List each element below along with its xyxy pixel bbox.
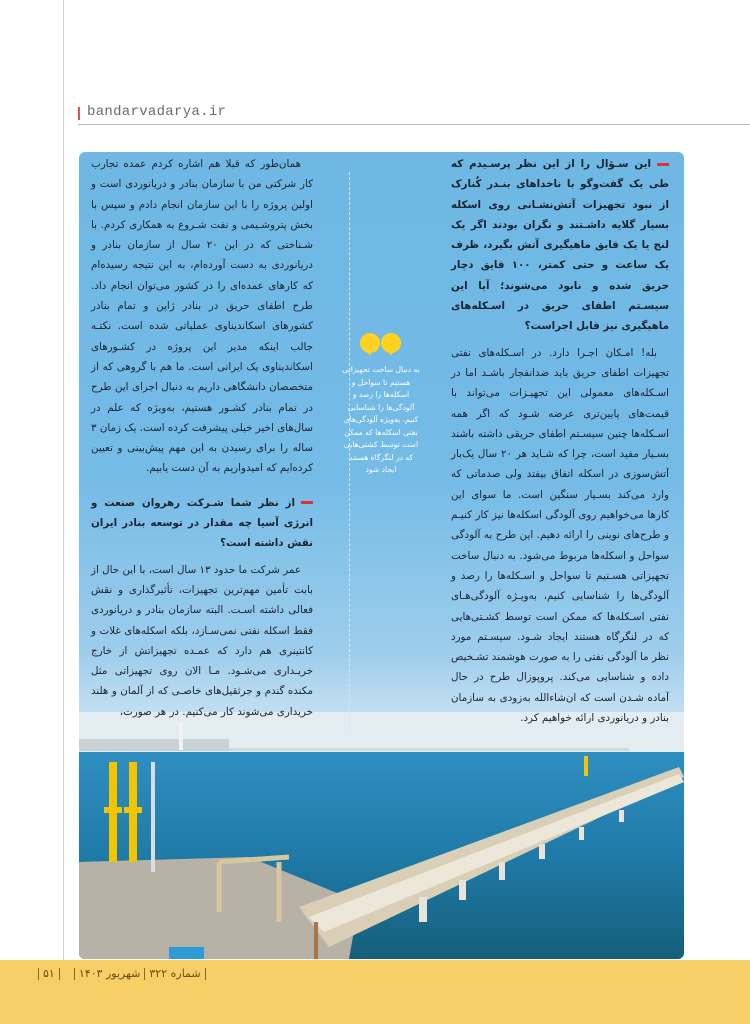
footer-separator xyxy=(74,968,75,980)
interview-question-1: این سـؤال را از این نظر پرسـیدم که طی یک گفت‌وگو با ناخداهای بنـدر کُنارک از نبود تجهیزات آتش‌نشـانی روی اسکله بسیار گلایه داشـتند و نگران بودند اگر یک لنج یا یک قایق ماهیگیری آتش بگیرد، ظرف یک ساعت و حتی کمتر، ۱۰۰ قایق دچار حریق شده و نابود می‌شوند؛ آیا این سیسـتم اطفای حریق در اسـکله‌های ماهیگیری نیز قابل اجراست؟ xyxy=(451,158,669,333)
site-url[interactable]: bandarvadarya.ir xyxy=(87,104,227,120)
quote-icon xyxy=(341,332,421,356)
jetty-photo xyxy=(79,712,684,959)
issue-date: شهریور ۱۴۰۳ xyxy=(78,967,141,980)
pull-quote xyxy=(341,332,421,477)
interview-answer-2: عمر شرکت ما حدود ۱۳ سال است، با این حال از بابت تأمین مهم‌ترین تجهیزات، تأثیرگذاری و نقش فعالی داشته اسـت. البته سازمان بنادر و دریانوردی فقط اسکله نفتی نمی‌سـازد، بلکه اسکله‌های غلات و کانتینری هم دارد که عمـده تجهیزاتش از خارج خریـداری می‌شـود. مـا الان روی تجهیزاتی مثل مکنده گندم و جرثقیل‌های خاصـی که از آلمان و هلند خریداری می‌شوند کار می‌کنیم. در هر صورت، xyxy=(91,563,313,718)
issue-number: شماره ۳۲۲ xyxy=(149,967,201,980)
footer-separator xyxy=(144,968,145,980)
interview-paragraph: همان‌طور که قبلا هم اشاره کردم عمده تجارب کار شرکتی من با سازمان بنادر و دریانوردی است و اولین پروژه را با این سازمان انجام دادم و سپس با بخش پتروشـیمی و نفت شـروع به همکاری کردم. با شـناختی که در این ۲۰ سال از سازمان بنادر و دریانوردی به دست آورده‌ام، به این نتیجه رسیده‌ام که کارهای عمده‌ای را در کشور می‌توان انجام داد. طرح اطفای حریق در بنادر ژاپن و تمام بنادر کشورهای اسکاندیناوی عملیاتی شده است. نکتـه جالب اینکه مدیر این پروژه در کشـورهای اسکاندیناوی یک ایرانی است. ما هم با گروهی که از متخصصان دانشگاهی داریم به دنبال اجرای این طرح در تمام بنادر کشـور هستیم، به‌ویژه که علم در سال‌های اخیر خیلی پیشرفت کرده است. یک زمان ۳ ساله را برای رسیدن به این مهم پیش‌بینی و تعیین کرده‌ایم که امیدواریم به آن دست یابیم. xyxy=(91,158,313,475)
interview-answer-1: بله! امـکان اجـرا دارد. در اسـکله‌های نفتی تجهیزات اطفای حریق باید ضدانفجار باشـد اما در اسـکله‌های معمولی این تجهیـزات می‌تواند با قیمت‌های پایین‌تری عرضه شـود که اگر همه اسـکله‌ها چنین سیسـتم اطفای حریقی داشته باشند بسـیار مفید است، چرا که شـاید هر ۲۰ سال یک‌بار آتش‌سوزی در اسکله اتفاق بیفتد ولی صدماتی که وارد می‌کند بسـیار سنگین است. ما سوای این کارها می‌خواهیم روی آلودگی اسکله‌ها نیز کار کنیـم و طرح‌های نوینی را ارائه دهیم. این طرح به آلودگی سواحل و اسکله‌ها مربوط می‌شود. به دنبال ساخت تجهیزاتی هسـتیم تا سواحل و اسـکله‌ها را رصد و آلودگی‌ها را شناسایی کنیم، به‌ویـژه آلودگی‌هـای نفتی اسـکله‌ها که ممکن است توسط کشـتی‌هایی که در لنگرگاه هستند ایجاد شـود. سیسـتم مورد نظر ما آلودگی نفتی را به صورت هوشمند تشـخیص داده و شناسایی می‌کند. پروپوزال طرح در حال آماده شـدن است که ان‌شاءالله به‌زودی به سازمان بنادر و دریانوردی ارائه خواهیم کرد. xyxy=(451,346,669,725)
left-column xyxy=(91,154,313,722)
site-header xyxy=(78,104,750,125)
page-number: ۵۱ xyxy=(43,967,55,980)
interview-question-2: از نظر شما شـرکت رهروان صنعت و انرژی آسیا چه مقدار در توسعه بنادر ایران نقش داشته است؟ xyxy=(91,496,313,550)
page-footer xyxy=(0,960,750,1024)
right-column xyxy=(451,154,669,728)
header-accent-bar xyxy=(78,107,80,120)
question-marker-icon xyxy=(301,501,313,504)
footer-info xyxy=(38,967,206,980)
footer-separator xyxy=(59,968,60,980)
question-marker-icon xyxy=(657,163,669,166)
article-panel xyxy=(79,152,684,959)
footer-separator xyxy=(205,968,206,980)
footer-separator xyxy=(38,968,39,980)
page-margin-line xyxy=(63,0,64,960)
pull-quote-text: به دنبال ساخت تجهیزاتی هستیم تا سواحل و اسکله‌ها را رصد و آلودگی‌ها را شناسایی کنیم، به‌ویژه آلودگی‌های نفتی اسکله‌ها که ممکن است توسط کشتی‌هایی که در لنگرگاه هستند ایجاد شود xyxy=(342,365,420,474)
